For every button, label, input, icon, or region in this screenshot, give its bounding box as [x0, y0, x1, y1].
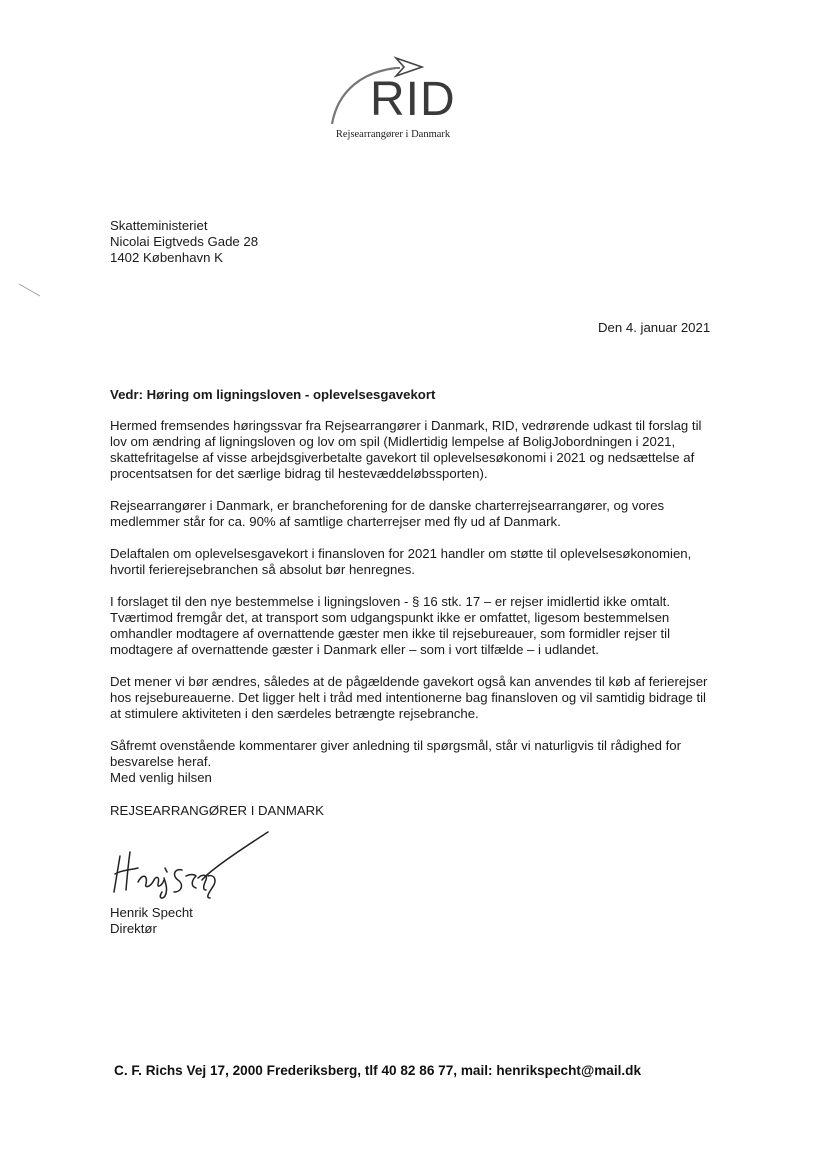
- logo-wordmark: RID: [370, 73, 456, 126]
- text-line: skattefritagelse af visse arbejdsgiverbetalte gavekort til oplevelsesøkonomi i 2021 og nedsættelse af: [110, 450, 695, 465]
- text-line: Såfremt ovenstående kommentarer giver anledning til spørgsmål, står vi naturligvis til rådighed for: [110, 738, 681, 753]
- signer-name: Henrik Specht: [110, 905, 193, 920]
- organization-name: REJSEARRANGØRER I DANMARK: [110, 803, 324, 818]
- text-line: Delaftalen om oplevelsesgavekort i finansloven for 2021 handler om støtte til oplevelsesøkonomien,: [110, 546, 692, 561]
- footer-contact: C. F. Richs Vej 17, 2000 Frederiksberg, tlf 40 82 86 77, mail: henrikspecht@mail.dk: [114, 1063, 642, 1078]
- text-line: modtagere af overnattende gæster i Danmark eller – som i vort tilfælde – i udlandet.: [110, 642, 599, 657]
- address-line: 1402 København K: [110, 250, 223, 265]
- text-line: hvortil ferierejsebranchen så absolut bør henregnes.: [110, 562, 415, 577]
- recipient-address: [110, 218, 258, 266]
- text-line: I forslaget til den nye bestemmelse i ligningsloven - § 16 stk. 17 – er rejser imidlertid ikke omtalt.: [110, 594, 670, 609]
- rid-logo: [318, 50, 468, 145]
- text-line: Rejsearrangører i Danmark, er brancheforening for de danske charterrejsearrangører, og vores: [110, 498, 665, 513]
- closing-salutation: Med venlig hilsen: [110, 770, 212, 785]
- handwritten-signature-icon: [110, 818, 290, 903]
- address-line: Skatteministeriet: [110, 218, 208, 233]
- text-line: medlemmer står for ca. 90% af samtlige charterrejser med fly ud af Danmark.: [110, 514, 561, 529]
- text-line: Tværtimod fremgår det, at transport som udgangspunkt ikke er omfattet, ligesom bestemmelsen: [110, 610, 670, 625]
- letter-date: Den 4. januar 2021: [598, 320, 711, 335]
- address-line: Nicolai Eigtveds Gade 28: [110, 234, 259, 249]
- paragraph: [110, 418, 740, 482]
- scan-mark-icon: [18, 282, 42, 298]
- text-line: hos rejsebureauerne. Det ligger helt i tråd med intentionerne bag finansloven og vil samtidig bidrage til: [110, 690, 706, 705]
- signer-block: [110, 905, 193, 937]
- paragraph: [110, 594, 740, 658]
- text-line: procentsatsen for det særlige bidrag til hestevæddeløbssporten).: [110, 466, 488, 481]
- paragraph: [110, 738, 740, 770]
- paragraph: [110, 546, 740, 578]
- text-line: besvarelse heraf.: [110, 754, 212, 769]
- paragraph: [110, 674, 740, 722]
- letter-body: [110, 418, 740, 786]
- letter-subject: Vedr: Høring om ligningsloven - oplevelsesgavekort: [110, 387, 436, 402]
- text-line: Det mener vi bør ændres, således at de pågældende gavekort også kan anvendes til køb af ferierejser: [110, 674, 708, 689]
- logo-subtitle: Rejsearrangører i Danmark: [335, 129, 451, 140]
- text-line: omhandler modtagere af overnattende gæster men ikke til rejsebureauer, som formidler rejser til: [110, 626, 670, 641]
- paragraph: [110, 498, 740, 530]
- text-line: lov om ændring af ligningsloven og lov om spil (Midlertidig lempelse af BoligJobordningen i 2021,: [110, 434, 676, 449]
- text-line: at stimulere aktiviteten i den særdeles betrængte rejsebranche.: [110, 706, 479, 721]
- signer-title: Direktør: [110, 921, 157, 936]
- text-line: Hermed fremsendes høringssvar fra Rejsearrangører i Danmark, RID, vedrørende udkast til forslag til: [110, 418, 702, 433]
